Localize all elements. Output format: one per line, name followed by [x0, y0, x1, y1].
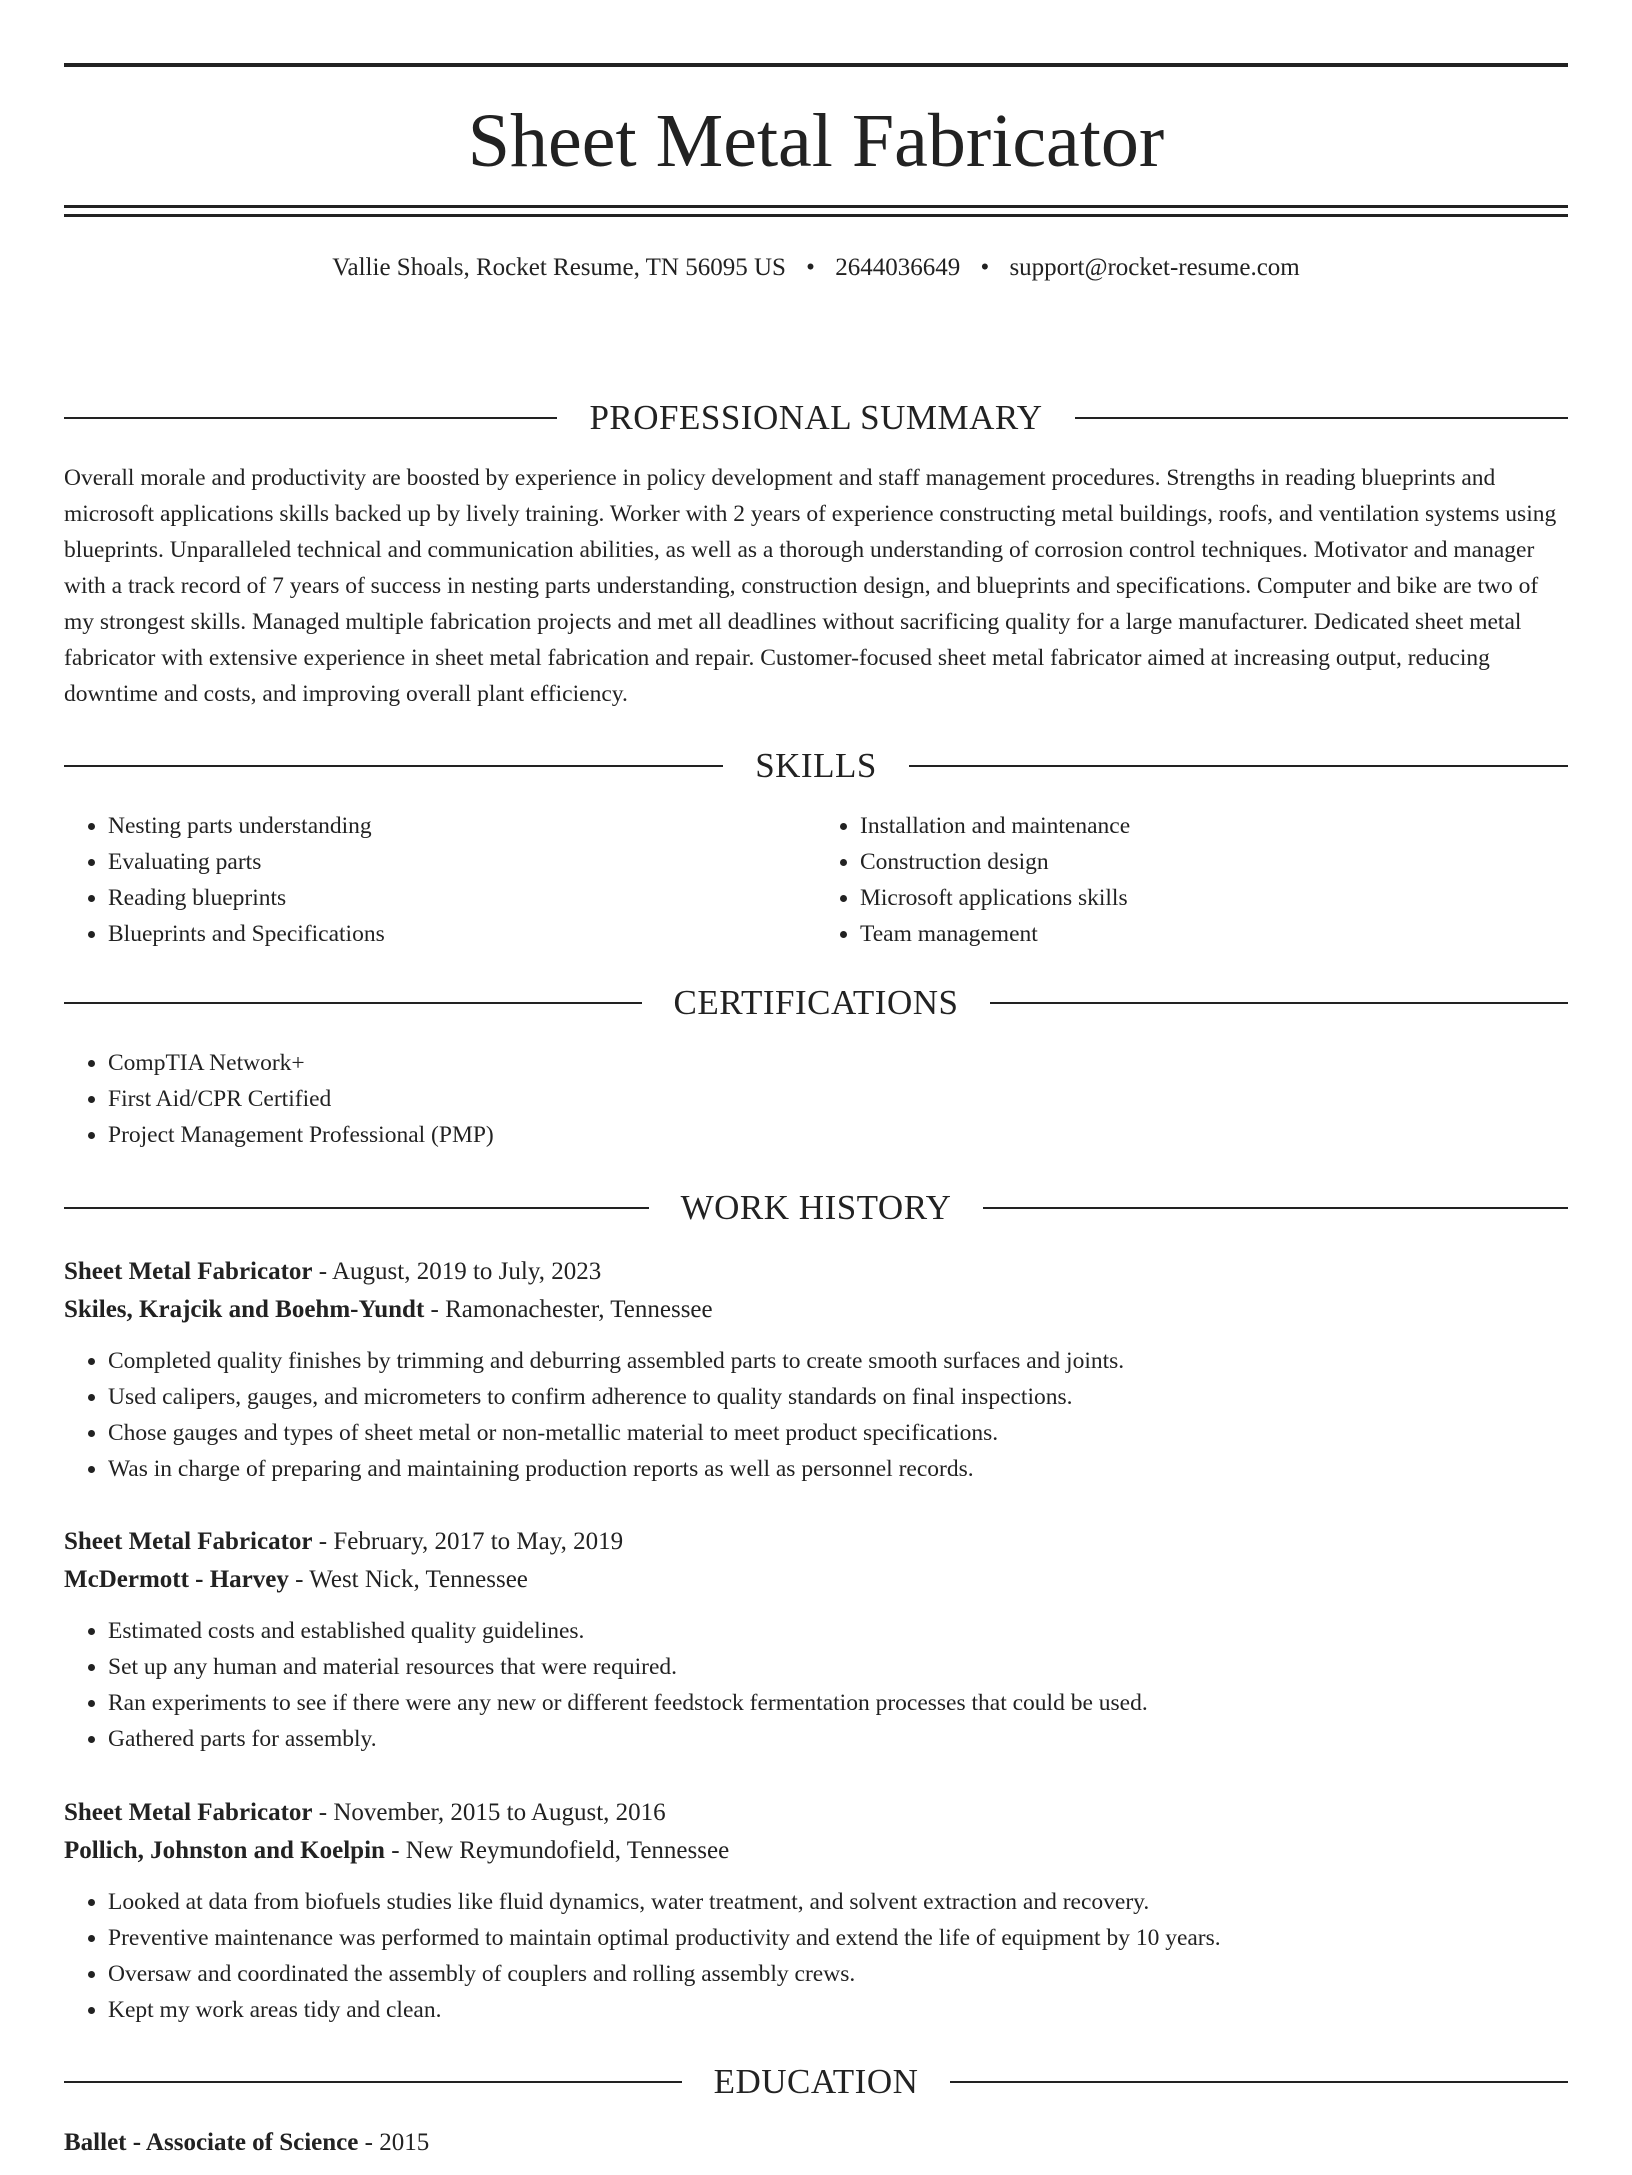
skills-right-list — [816, 808, 1568, 952]
resume-page — [0, 63, 1632, 2175]
job-bullet: • Ran experiments to see if there were any new or different feedstock fermentation processes that could be used. — [108, 1685, 1568, 1721]
job-bullet: • Kept my work areas tidy and clean. — [108, 1992, 1568, 2028]
skill-item: • Microsoft applications skills — [860, 880, 1568, 916]
certifications-section — [64, 983, 1568, 1153]
section-label: SKILLS — [755, 746, 877, 785]
contact-line — [64, 253, 1568, 283]
section-heading-education — [64, 2062, 1568, 2102]
contact-separator: • — [980, 254, 990, 281]
contact-email: support@rocket-resume.com — [1009, 254, 1300, 281]
job-bullet: • Preventive maintenance was performed to maintain optimal productivity and extend the life of equipment by 10 years. — [108, 1920, 1568, 1956]
section-heading-certifications — [64, 983, 1568, 1023]
education-year: - 2015 — [358, 2129, 430, 2156]
job-company-line — [64, 1291, 1568, 1329]
education-entry — [64, 2124, 1568, 2162]
skills-section — [64, 746, 1568, 952]
job-bullets — [64, 1884, 1568, 2028]
skill-item: • Team management — [860, 916, 1568, 952]
job-bullets — [64, 1343, 1568, 1487]
skills-grid — [64, 808, 1568, 952]
job-bullet: • Completed quality finishes by trimming and deburring assembled parts to create smooth surfaces and joints. — [108, 1343, 1568, 1379]
section-label: CERTIFICATIONS — [673, 983, 959, 1022]
job-dates: - November, 2015 to August, 2016 — [312, 1799, 666, 1826]
job-title-line — [64, 1794, 1568, 1832]
double-rule — [64, 205, 1568, 217]
job-bullet: • Used calipers, gauges, and micrometers to confirm adherence to quality standards on final inspections. — [108, 1379, 1568, 1415]
contact-phone: 2644036649 — [835, 254, 961, 281]
skill-item: • Nesting parts understanding — [108, 808, 816, 844]
summary-text: Overall morale and productivity are boosted by experience in policy development and staff management procedures. Strengths in reading blueprints and microsoft applications skills backed up by lively training. Worker with 2 years of experience constructing metal buildings, roofs, and ventilation systems using blueprints. Unparalleled technical and communication abilities, as well as a thorough understanding of corrosion control techniques. Motivator and manager with a track record of 7 years of success in nesting parts understanding, construction design, and blueprints and specifications. Computer and bike are two of my strongest skills. Managed multiple fabrication projects and met all deadlines without sacrificing quality for a large manufacturer. Dedicated sheet metal fabricator with extensive experience in sheet metal fabrication and repair. Customer-focused sheet metal fabricator aimed at increasing output, reducing downtime and costs, and improving overall plant efficiency. — [64, 465, 1557, 707]
job-entry — [64, 1523, 1568, 1757]
summary-section — [64, 398, 1568, 712]
job-title-line — [64, 1523, 1568, 1561]
job-dates: - August, 2019 to July, 2023 — [312, 1258, 602, 1285]
job-bullet: • Gathered parts for assembly. — [108, 1721, 1568, 1757]
skill-item: • Reading blueprints — [108, 880, 816, 916]
top-rule — [64, 63, 1568, 67]
job-bullets — [64, 1613, 1568, 1757]
job-title: Sheet Metal Fabricator — [64, 1799, 313, 1826]
skill-item: • Installation and maintenance — [860, 808, 1568, 844]
education-degree: Ballet - Associate of Science — [64, 2129, 359, 2156]
job-entry — [64, 1253, 1568, 1487]
job-title: Sheet Metal Fabricator — [64, 1258, 313, 1285]
skill-item: • Evaluating parts — [108, 844, 816, 880]
section-heading-work — [64, 1188, 1568, 1228]
job-dates: - February, 2017 to May, 2019 — [312, 1528, 624, 1555]
section-label: EDUCATION — [713, 2062, 919, 2101]
job-bullet: • Was in charge of preparing and maintaining production reports as well as personnel records. — [108, 1451, 1568, 1487]
education-section — [64, 2062, 1568, 2162]
job-location: - New Reymundofield, Tennessee — [384, 1837, 730, 1864]
certifications-list — [64, 1045, 1568, 1153]
job-title-line — [64, 1253, 1568, 1291]
job-bullet: • Set up any human and material resources that were required. — [108, 1649, 1568, 1685]
job-location: - West Nick, Tennessee — [288, 1566, 528, 1593]
job-bullet: • Looked at data from biofuels studies like fluid dynamics, water treatment, and solvent extraction and recovery. — [108, 1884, 1568, 1920]
job-bullet: • Estimated costs and established quality guidelines. — [108, 1613, 1568, 1649]
certification-item: • Project Management Professional (PMP) — [108, 1117, 1568, 1153]
job-company: Skiles, Krajcik and Boehm-Yundt — [64, 1296, 425, 1323]
skills-left-list — [64, 808, 816, 952]
certification-item: • First Aid/CPR Certified — [108, 1081, 1568, 1117]
work-section — [64, 1188, 1568, 1228]
job-bullet: • Chose gauges and types of sheet metal or non-metallic material to meet product specifications. — [108, 1415, 1568, 1451]
contact-address: Vallie Shoals, Rocket Resume, TN 56095 US — [332, 254, 786, 281]
section-label: PROFESSIONAL SUMMARY — [589, 398, 1043, 437]
job-company-line — [64, 1832, 1568, 1870]
section-label: WORK HISTORY — [680, 1188, 952, 1227]
job-title: Sheet Metal Fabricator — [64, 1528, 313, 1555]
job-entry — [64, 1794, 1568, 2028]
contact-separator: • — [806, 254, 815, 281]
certification-item: • CompTIA Network+ — [108, 1045, 1568, 1081]
job-bullet: • Oversaw and coordinated the assembly of couplers and rolling assembly crews. — [108, 1956, 1568, 1992]
job-company-line — [64, 1561, 1568, 1599]
job-location: - Ramonachester, Tennessee — [424, 1296, 713, 1323]
section-heading-skills — [64, 746, 1568, 786]
skill-item: • Construction design — [860, 844, 1568, 880]
job-company: McDermott - Harvey — [64, 1566, 289, 1593]
resume-title: Sheet Metal Fabricator — [467, 99, 1165, 183]
section-heading-summary — [64, 398, 1568, 438]
skill-item: • Blueprints and Specifications — [108, 916, 816, 952]
job-company: Pollich, Johnston and Koelpin — [64, 1837, 385, 1864]
